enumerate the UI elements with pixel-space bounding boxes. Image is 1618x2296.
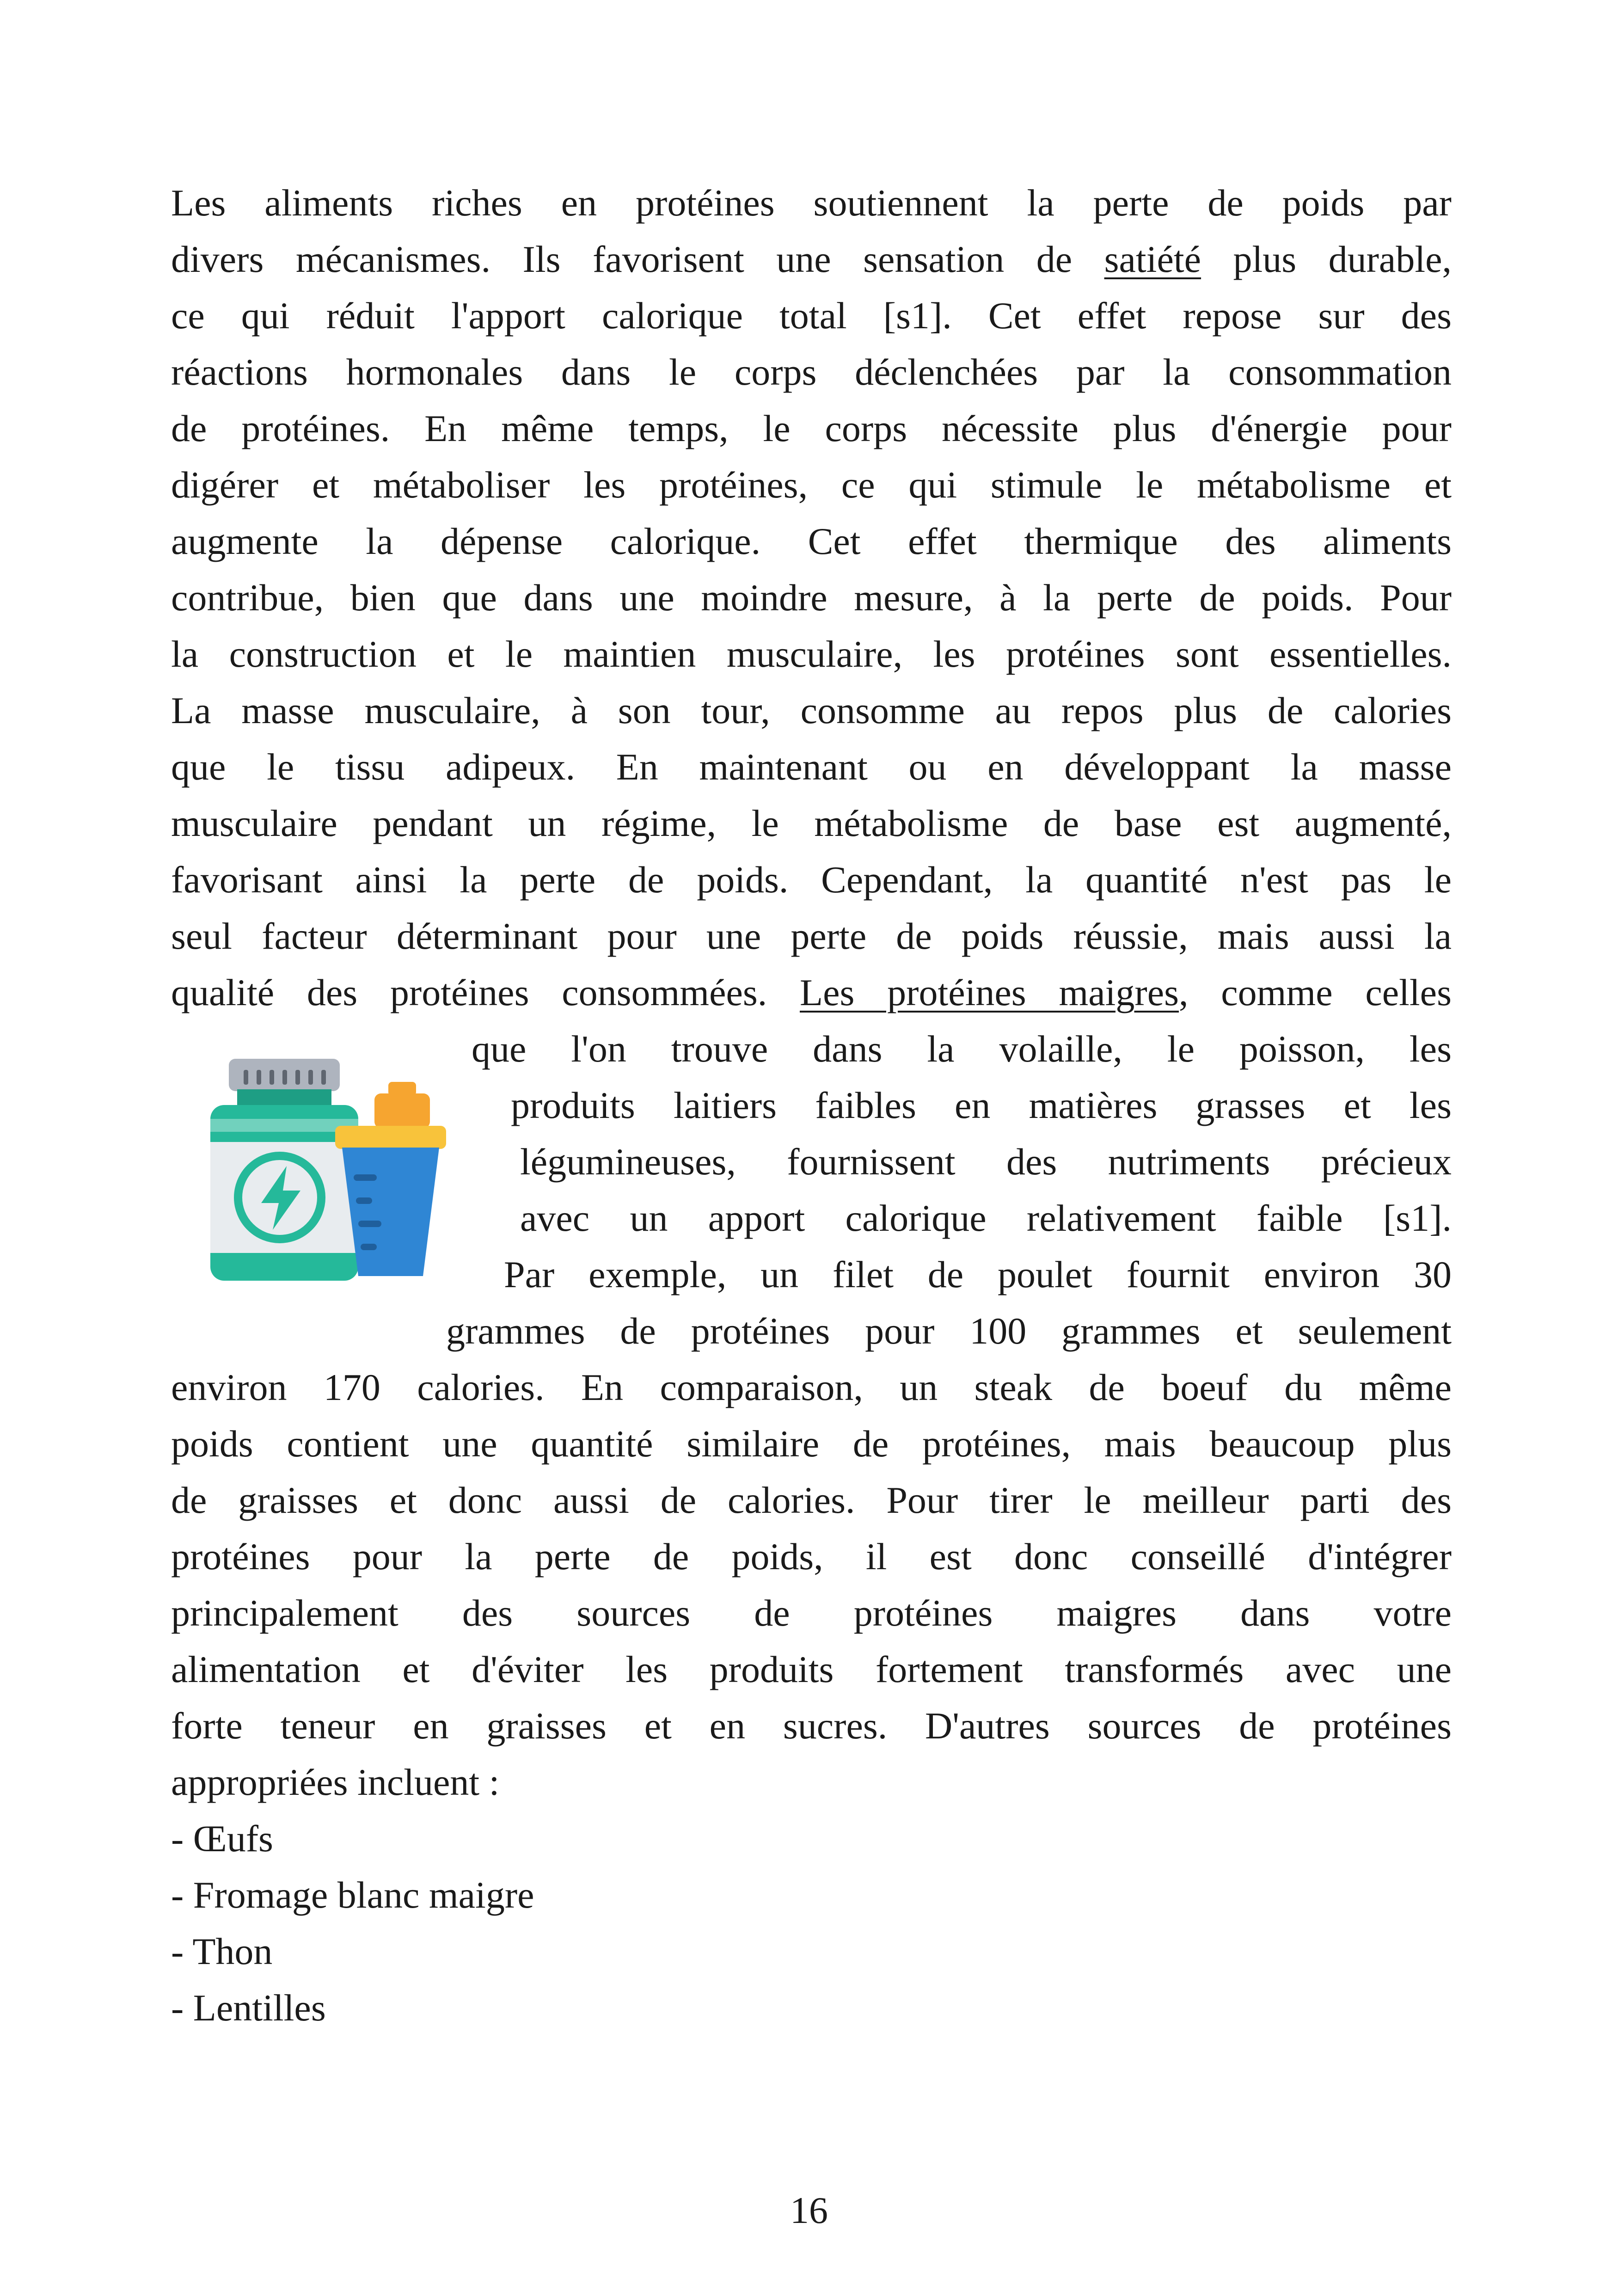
text-line: alimentation et d'éviter les produits fortement transformés avec une (171, 1648, 1452, 1690)
text-line: réactions hormonales dans le corps déclenchées par la consommation (171, 351, 1452, 393)
list-item: - Fromage blanc maigre (171, 1874, 534, 1916)
text-line: Par exemple, un filet de poulet fournit environ 30 (504, 1253, 1452, 1295)
proteines-maigres-link[interactable]: Les protéines maigres (800, 971, 1179, 1013)
satiete-link[interactable]: satiété (1104, 238, 1201, 280)
list-item: - Thon (171, 1930, 273, 1972)
text-line: avec un apport calorique relativement faible [s1]. (520, 1197, 1452, 1239)
text-segment: plus durable, (1201, 238, 1452, 280)
shaker-body (342, 1148, 439, 1276)
text-line: augmente la dépense calorique. Cet effet thermique des aliments (171, 520, 1452, 562)
text-segment: , comme celles (1179, 971, 1452, 1013)
list-item: - Lentilles (171, 1987, 326, 2029)
text-line: que le tissu adipeux. En maintenant ou en développant la masse (171, 746, 1452, 788)
text-line (171, 964, 1452, 1021)
text-line: Les aliments riches en protéines soutiennent la perte de poids par (171, 182, 1452, 224)
text-line: appropriées incluent : (171, 1761, 500, 1803)
shaker-lid (335, 1126, 446, 1149)
text-line: forte teneur en graisses et en sucres. D'autres sources de protéines (171, 1705, 1452, 1747)
list-item: - Œufs (171, 1817, 273, 1860)
text-segment: qualité des protéines consommées. (171, 971, 800, 1013)
text-line (171, 231, 1452, 288)
text-line: La masse musculaire, à son tour, consomme au repos plus de calories (171, 689, 1452, 731)
text-line: légumineuses, fournissent des nutriments précieux (520, 1141, 1452, 1183)
text-line: musculaire pendant un régime, le métabolisme de base est augmenté, (171, 802, 1452, 844)
text-line: contribue, bien que dans une moindre mesure, à la perte de poids. Pour (171, 577, 1452, 619)
text-line: de graisses et donc aussi de calories. Pour tirer le meilleur parti des (171, 1479, 1452, 1521)
shaker-cap (374, 1093, 430, 1128)
text-line: grammes de protéines pour 100 grammes et seulement (446, 1310, 1452, 1352)
text-line: la construction et le maintien musculaire, les protéines sont essentielles. (171, 633, 1452, 675)
text-line: seul facteur déterminant pour une perte de poids réussie, mais aussi la (171, 915, 1452, 957)
text-line: digérer et métaboliser les protéines, ce qui stimule le métabolisme et (171, 464, 1452, 506)
supplement-jar-and-shaker-icon (210, 1059, 451, 1281)
text-line: favorisant ainsi la perte de poids. Cependant, la quantité n'est pas le (171, 859, 1452, 901)
text-line: ce qui réduit l'apport calorique total [s1]. Cet effet repose sur des (171, 295, 1452, 337)
text-segment: divers mécanismes. Ils favorisent une sensation de (171, 238, 1104, 280)
page-number: 16 (790, 2189, 828, 2231)
text-line: protéines pour la perte de poids, il est donc conseillé d'intégrer (171, 1535, 1452, 1578)
text-line: que l'on trouve dans la volaille, le poisson, les (472, 1028, 1452, 1070)
text-line: produits laitiers faibles en matières grasses et les (511, 1084, 1452, 1126)
text-line: de protéines. En même temps, le corps nécessite plus d'énergie pour (171, 407, 1452, 449)
text-line: poids contient une quantité similaire de protéines, mais beaucoup plus (171, 1423, 1452, 1465)
text-line: environ 170 calories. En comparaison, un steak de boeuf du même (171, 1366, 1452, 1408)
text-line: principalement des sources de protéines maigres dans votre (171, 1592, 1452, 1634)
